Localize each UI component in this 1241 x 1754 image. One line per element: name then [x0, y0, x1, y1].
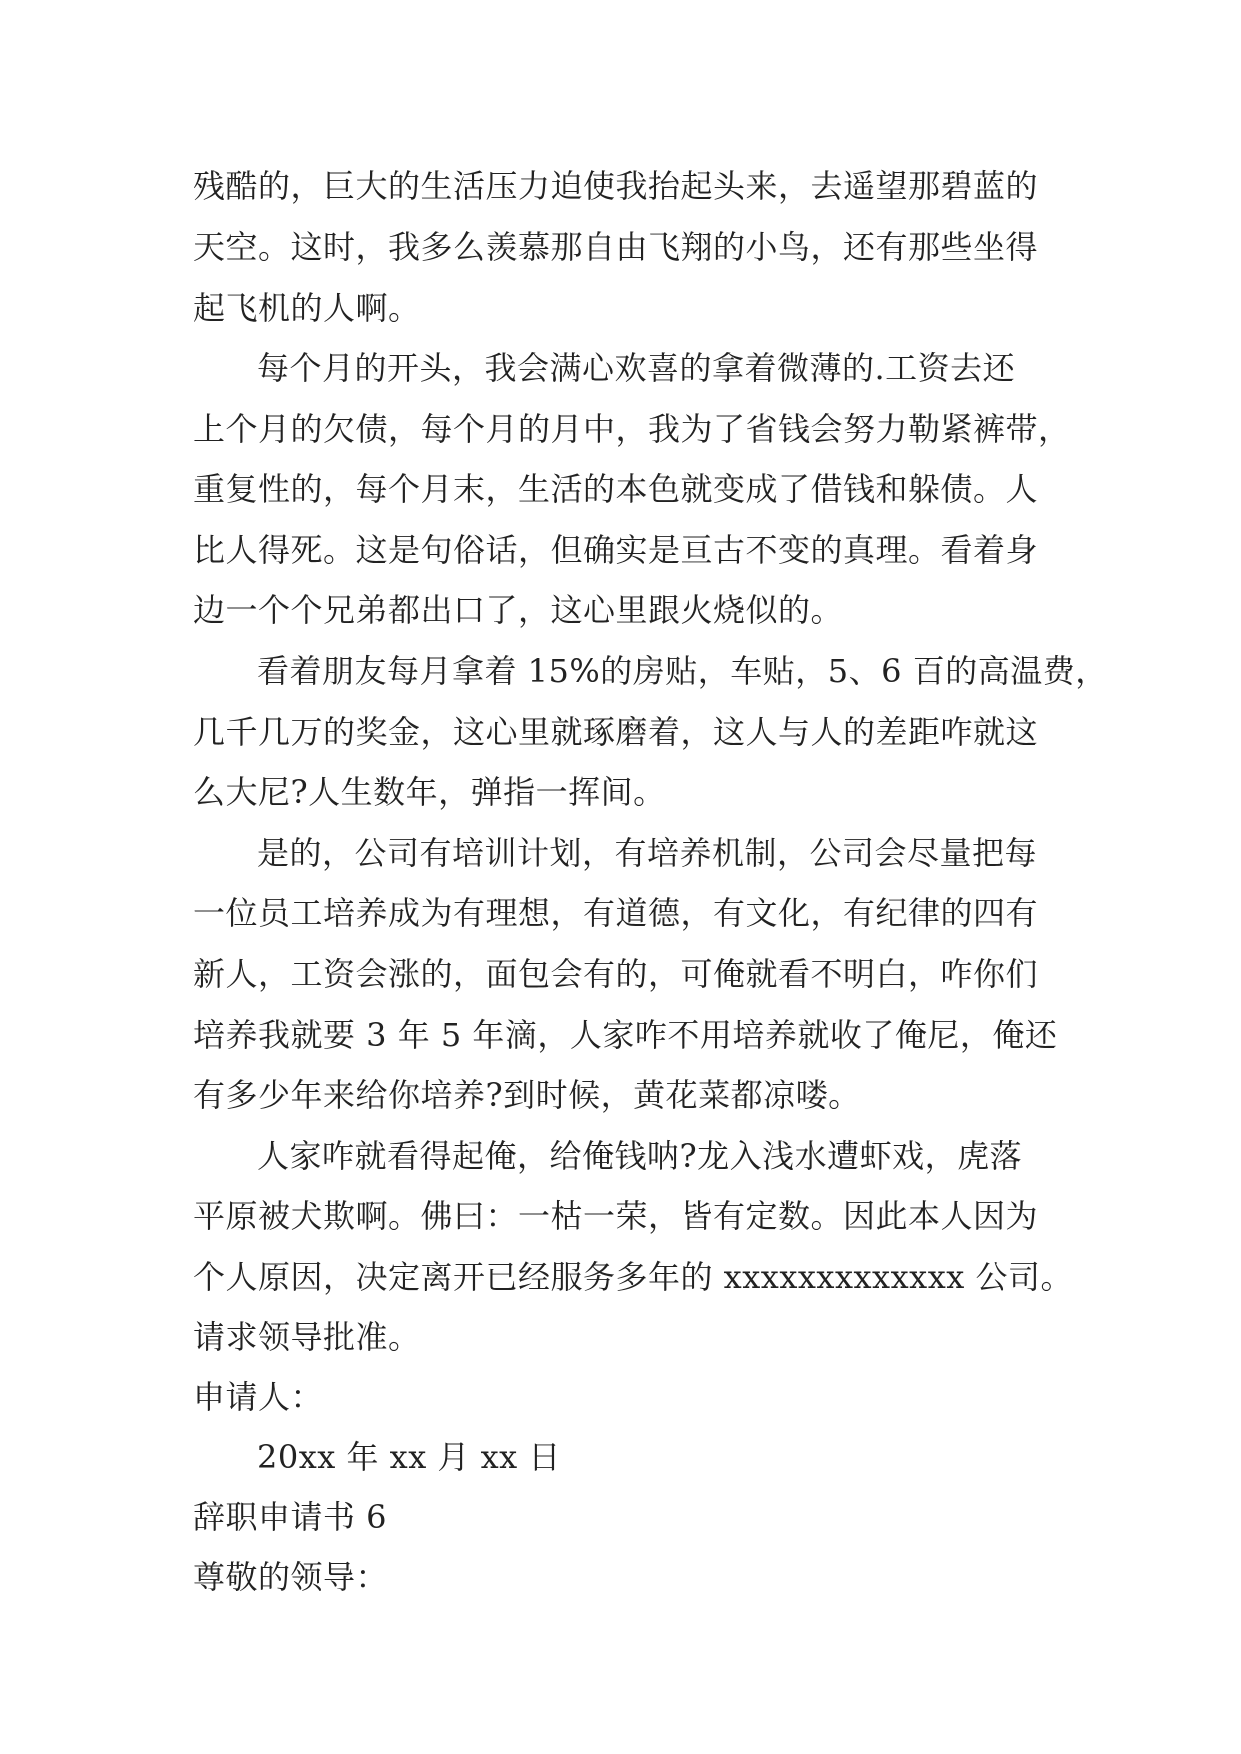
text-line: 重复性的，每个月末，生活的本色就变成了借钱和躲债。人 [193, 470, 1039, 508]
salutation: 尊敬的领导： [193, 1558, 389, 1596]
section-heading: 辞职申请书 6 [193, 1498, 388, 1536]
text-line: 培养我就要 3 年 5 年滴，人家咋不用培养就收了俺尼，俺还 [193, 1016, 1058, 1054]
text-line: 新人，工资会涨的，面包会有的，可俺就看不明白，咋你们 [193, 955, 1039, 993]
text-line: 起飞机的人啊。 [193, 289, 421, 327]
text-line: 比人得死。这是句俗话，但确实是亘古不变的真理。看着身 [193, 531, 1039, 569]
text-line: 几千几万的奖金，这心里就琢磨着，这人与人的差距咋就这 [193, 713, 1039, 751]
text-line: 平原被犬欺啊。佛曰：一枯一荣，皆有定数。因此本人因为 [193, 1197, 1039, 1235]
text-line: 残酷的，巨大的生活压力迫使我抬起头来，去遥望那碧蓝的 [193, 167, 1039, 205]
text-line: 上个月的欠债，每个月的月中，我为了省钱会努力勒紧裤带， [193, 410, 1071, 448]
text-line: 人家咋就看得起俺，给俺钱呐?龙入浅水遭虾戏，虎落 [257, 1137, 1023, 1175]
text-line: 个人原因，决定离开已经服务多年的 xxxxxxxxxxxxx 公司。 [193, 1258, 1073, 1296]
text-line: 有多少年来给你培养?到时候，黄花菜都凉喽。 [193, 1076, 861, 1114]
date-line: 20xx 年 xx 月 xx 日 [257, 1438, 561, 1476]
text-line: 每个月的开头，我会满心欢喜的拿着微薄的.工资去还 [257, 349, 1016, 387]
text-line: 天空。这时，我多么羡慕那自由飞翔的小鸟，还有那些坐得 [193, 228, 1039, 266]
text-line: 请求领导批准。 [193, 1318, 421, 1356]
applicant-label: 申请人： [193, 1378, 324, 1416]
text-line: 一位员工培养成为有理想，有道德，有文化，有纪律的四有 [193, 894, 1039, 932]
text-line: 是的，公司有培训计划，有培养机制，公司会尽量把每 [257, 834, 1038, 872]
text-line: 边一个个兄弟都出口了，这心里跟火烧似的。 [193, 591, 844, 629]
text-line: 看着朋友每月拿着 15%的房贴，车贴，5、6 百的高温费， [257, 652, 1108, 690]
text-line: 么大尼?人生数年，弹指一挥间。 [193, 773, 666, 811]
